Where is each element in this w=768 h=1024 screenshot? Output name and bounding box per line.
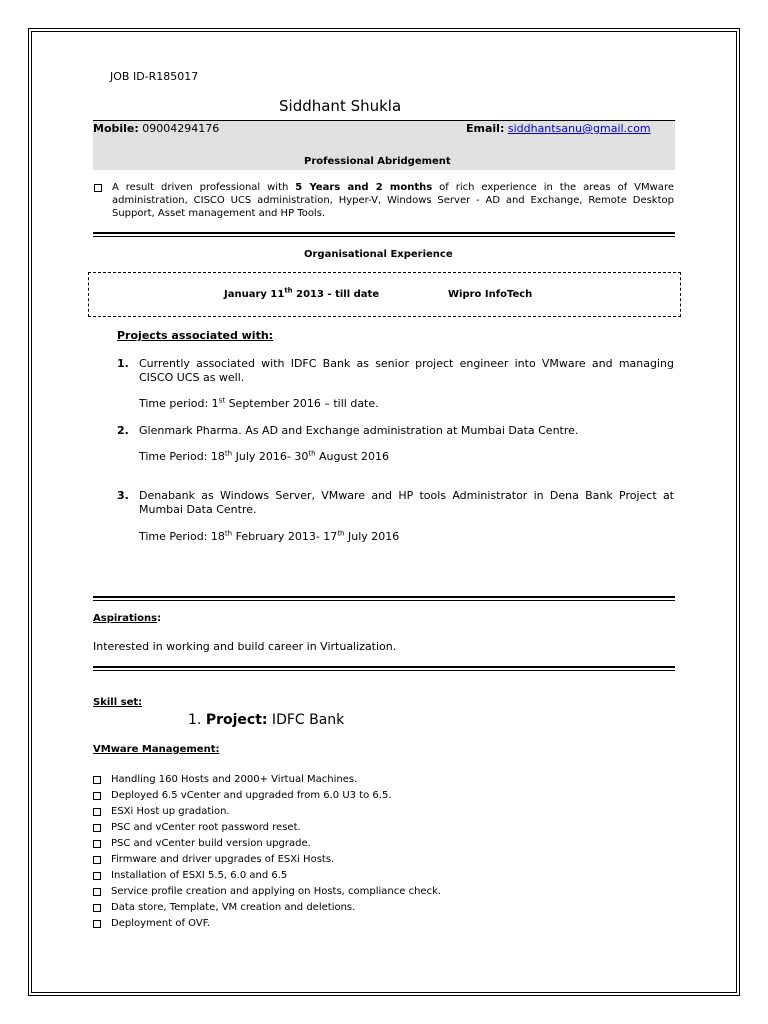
checkbox-bullet-icon [93, 856, 101, 864]
email-link[interactable]: siddhantsanu@gmail.com [507, 122, 651, 135]
experience-company: Wipro InfoTech [448, 289, 533, 300]
email-line [466, 122, 651, 135]
list-item: Deployed 6.5 vCenter and upgraded from 6.0 U3 to 6.5. [93, 790, 392, 801]
project-description: Currently associated with IDFC Bank as senior project engineer into VMware and managing CISCO UCS as well. [139, 357, 674, 384]
candidate-name: Siddhant Shukla [279, 97, 402, 115]
list-item: Deployment of OVF. [93, 918, 210, 929]
checkbox-bullet-icon [93, 904, 101, 912]
email-label: Email: [466, 122, 505, 135]
vmware-subheading: VMware Management: [93, 744, 220, 755]
list-item: ESXi Host up gradation. [93, 806, 230, 817]
list-item: Service profile creation and applying on Hosts, compliance check. [93, 886, 441, 897]
divider [93, 666, 675, 671]
aspirations-heading: Aspirations: [93, 613, 162, 624]
experience-heading: Organisational Experience [304, 249, 453, 260]
divider [93, 232, 675, 237]
checkbox-bullet-icon [93, 792, 101, 800]
divider [93, 596, 675, 601]
experience-date: January 11th 2013 - till date [224, 286, 380, 300]
abridgement-heading: Professional Abridgement [304, 156, 451, 167]
project-time-period: Time period: 1st September 2016 – till date. [139, 396, 379, 410]
project-description: Denabank as Windows Server, VMware and HP tools Administrator in Dena Bank Project at Mumbai Data Centre. [139, 489, 674, 516]
mobile-number: 09004294176 [142, 122, 220, 135]
checkbox-bullet-icon [94, 184, 102, 192]
checkbox-bullet-icon [93, 920, 101, 928]
job-id: JOB ID-R185017 [110, 70, 199, 83]
list-item: Firmware and driver upgrades of ESXi Hosts. [93, 854, 334, 865]
mobile-label: Mobile: [93, 122, 139, 135]
list-item: Data store, Template, VM creation and deletions. [93, 902, 355, 913]
checkbox-bullet-icon [93, 824, 101, 832]
project-description: Glenmark Pharma. As AD and Exchange administration at Mumbai Data Centre. [139, 424, 579, 437]
project-time-period: Time Period: 18th July 2016- 30th August 2016 [139, 449, 390, 463]
skills-heading: Skill set: [93, 697, 143, 708]
project-time-period: Time Period: 18th February 2013- 17th July 2016 [139, 529, 400, 543]
list-item: PSC and vCenter build version upgrade. [93, 838, 311, 849]
mobile-line [93, 122, 219, 135]
project-number: 1. [117, 357, 129, 370]
checkbox-bullet-icon [93, 872, 101, 880]
list-item: Handling 160 Hosts and 2000+ Virtual Machines. [93, 774, 357, 785]
abridgement-text: A result driven professional with 5 Years and 2 months of rich experience in the areas of VMware administration, CISCO UCS administration, Hyper-V, Windows Server - AD and Exchange, Remote Desktop Support, Asset management and HP Tools. [112, 182, 674, 219]
checkbox-bullet-icon [93, 808, 101, 816]
list-item: PSC and vCenter root password reset. [93, 822, 301, 833]
project-number: 3. [117, 489, 129, 502]
checkbox-bullet-icon [93, 776, 101, 784]
checkbox-bullet-icon [93, 888, 101, 896]
header-rule [93, 120, 675, 121]
experience-box [88, 272, 681, 317]
list-item: Installation of ESXI 5.5, 6.0 and 6.5 [93, 870, 287, 881]
checkbox-bullet-icon [93, 840, 101, 848]
project-number: 2. [117, 424, 129, 437]
aspirations-text: Interested in working and build career in Virtualization. [93, 640, 397, 653]
project-title: 1. Project: IDFC Bank [188, 712, 345, 728]
projects-heading: Projects associated with: [117, 329, 274, 342]
